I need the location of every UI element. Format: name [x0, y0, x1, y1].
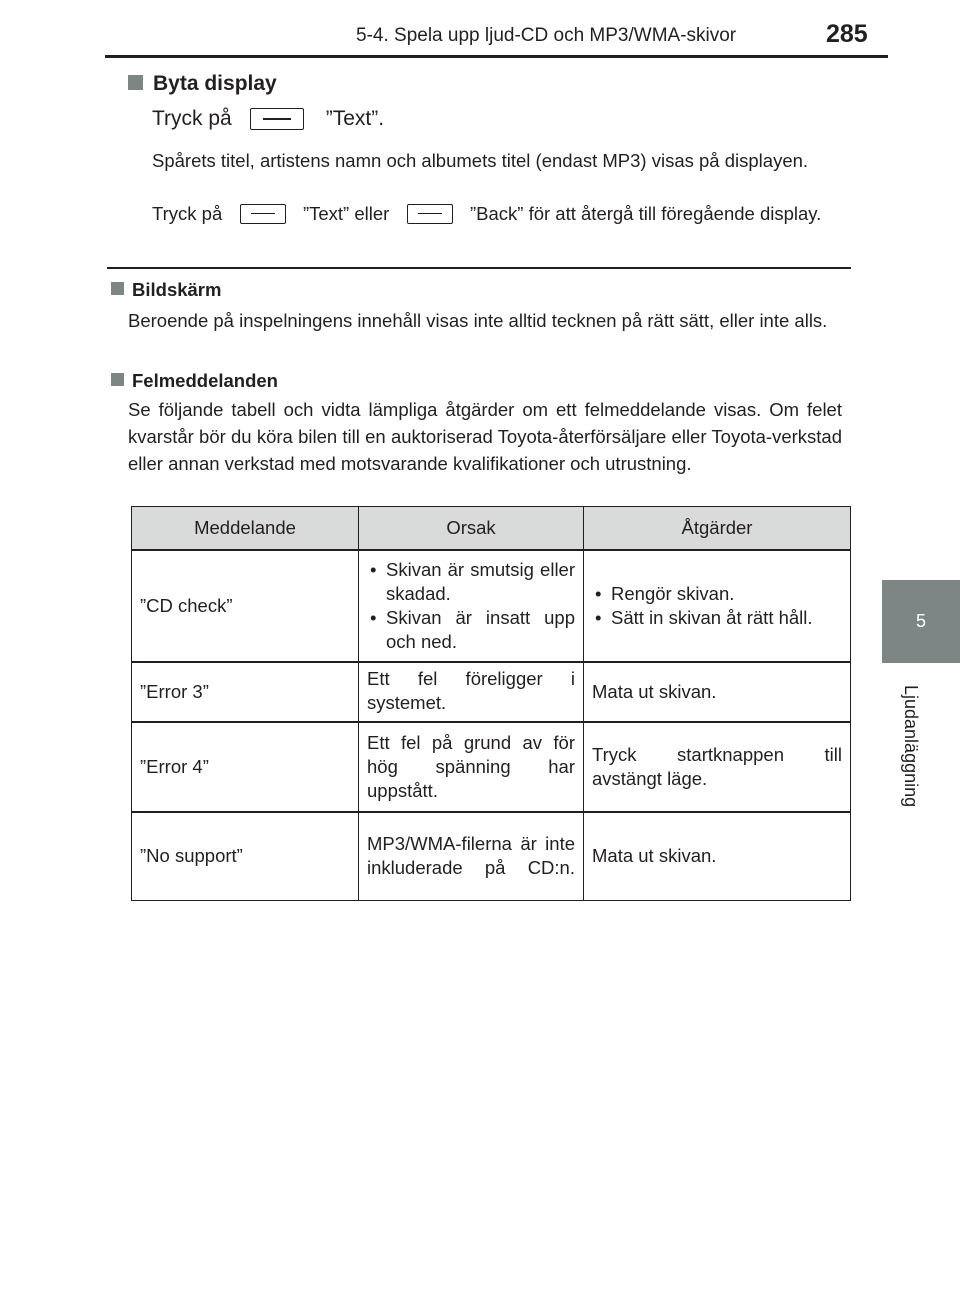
section-title: 5-4. Spela upp ljud-CD och MP3/WMA-skivor — [356, 25, 737, 46]
table-row — [132, 722, 851, 812]
cause-cell: Ett fel föreligger i systemet. — [359, 662, 584, 722]
chapter-label: Ljudanläggning — [901, 685, 921, 808]
press-back-instruction — [152, 200, 840, 227]
message-cell: ”No support” — [132, 812, 359, 900]
error-note-heading — [111, 370, 278, 392]
dash-button-icon — [250, 108, 304, 130]
column-header: Orsak — [359, 507, 584, 551]
header-rule — [105, 55, 888, 58]
message-cell: ”CD check” — [132, 550, 359, 662]
heading-text: Byta display — [153, 72, 277, 95]
column-header: Åtgärder — [584, 507, 851, 551]
message-cell: ”Error 4” — [132, 722, 359, 812]
cause-cell: MP3/WMA-filerna är inte inkluderade på CD:n. — [359, 812, 584, 900]
list-item: • Sätt in skivan åt rätt håll. — [592, 606, 842, 630]
press2-prefix: Tryck på — [152, 203, 223, 224]
section-divider — [107, 267, 851, 269]
action-cell: Tryck startknappen till avstängt läge. — [584, 722, 851, 812]
page-number: 285 — [826, 20, 868, 48]
change-display-heading — [128, 72, 277, 96]
dash-button-icon — [240, 204, 286, 224]
error-message-table — [131, 506, 851, 901]
table-header-row — [132, 507, 851, 551]
press-prefix: Tryck på — [152, 107, 232, 130]
action-cell: Mata ut skivan. — [584, 812, 851, 900]
action-cell — [584, 550, 851, 662]
table-row — [132, 812, 851, 900]
table-row — [132, 550, 851, 662]
list-item: • Skivan är smutsig eller skadad. — [367, 558, 575, 606]
press2-suffix: ”Back” för att återgå till föregående display. — [469, 203, 822, 224]
error-note-text: Se följande tabell och vidta lämpliga åtgärder om ett felmeddelande visas. Om felet kvarstår bör du köra bilen till en auktoriserad Toyota-återförsäljare eller Toyota-verkstad eller annan verkstad med motsvarande kvalifikationer och utrustning. — [128, 399, 842, 474]
cause-cell — [359, 550, 584, 662]
chapter-tab — [882, 580, 960, 663]
heading-text: Felmeddelanden — [132, 370, 278, 391]
chapter-number: 5 — [915, 611, 926, 631]
action-cell: Mata ut skivan. — [584, 662, 851, 722]
column-header: Meddelande — [132, 507, 359, 551]
press-instruction — [152, 107, 384, 131]
square-bullet-icon — [128, 75, 143, 90]
list-item: • Rengör skivan. — [592, 582, 842, 606]
cause-cell: Ett fel på grund av för hög spänning har uppstått. — [359, 722, 584, 812]
square-bullet-icon — [111, 373, 124, 386]
dash-button-icon — [407, 204, 453, 224]
press2-middle: ”Text” eller — [302, 203, 390, 224]
list-item: • Skivan är insatt upp och ned. — [367, 606, 575, 654]
table-row — [132, 662, 851, 722]
square-bullet-icon — [111, 282, 124, 295]
screen-note-text: Beroende på inspelningens innehåll visas inte alltid tecknen på rätt sätt, eller inte alls. — [128, 310, 828, 331]
display-description: Spårets titel, artistens namn och albumets titel (endast MP3) visas på displayen. — [152, 150, 809, 171]
press-suffix: ”Text”. — [325, 107, 385, 130]
heading-text: Bildskärm — [132, 279, 222, 300]
message-cell: ”Error 3” — [132, 662, 359, 722]
screen-note-heading — [111, 279, 221, 301]
